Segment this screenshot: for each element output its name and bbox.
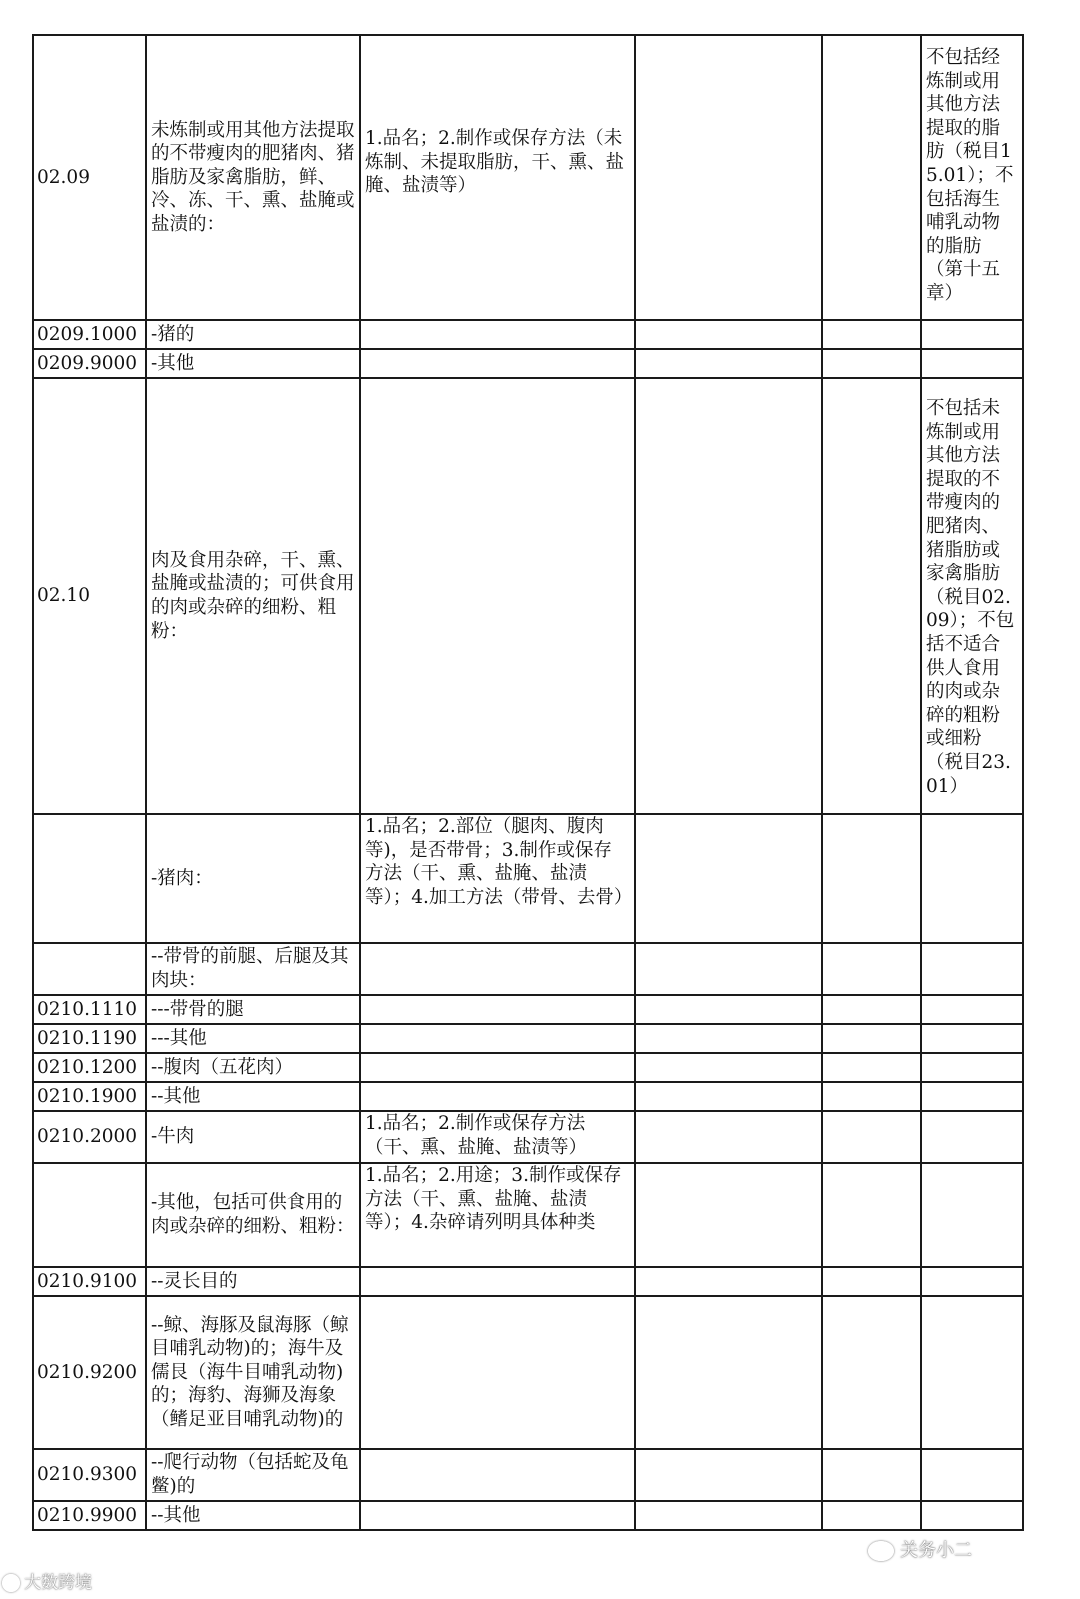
requirements-cell — [360, 320, 635, 349]
name-cell: --鲸、海豚及鼠海豚（鲸目哺乳动物)的；海牛及儒艮（海牛目哺乳动物)的；海豹、海狮及海象（鳍足亚目哺乳动物)的 — [146, 1296, 360, 1449]
blank-cell — [635, 320, 822, 349]
name-cell: --灵长目的 — [146, 1267, 360, 1296]
logo-icon — [2, 1574, 20, 1592]
name-cell: -其他 — [146, 349, 360, 378]
note-cell — [921, 814, 1023, 943]
watermark-left-text: 大数跨境 — [24, 1573, 92, 1593]
note-cell — [921, 1296, 1023, 1449]
note-cell — [921, 1163, 1023, 1267]
blank-cell — [822, 943, 921, 995]
code-cell: 0209.1000 — [33, 320, 146, 349]
code-cell — [33, 1163, 146, 1267]
blank-cell — [822, 1449, 921, 1501]
table-row — [33, 1501, 1023, 1530]
table-row — [33, 995, 1023, 1024]
blank-cell — [635, 35, 822, 320]
blank-cell — [635, 1267, 822, 1296]
requirements-cell — [360, 1082, 635, 1111]
table-row — [33, 349, 1023, 378]
name-cell: ---带骨的腿 — [146, 995, 360, 1024]
requirements-cell — [360, 1296, 635, 1449]
blank-cell — [822, 1024, 921, 1053]
blank-cell — [822, 349, 921, 378]
table-row — [33, 1111, 1023, 1163]
code-cell: 0210.1190 — [33, 1024, 146, 1053]
name-cell: 未炼制或用其他方法提取的不带瘦肉的肥猪肉、猪脂肪及家禽脂肪，鲜、冷、冻、干、熏、盐腌或盐渍的： — [146, 35, 360, 320]
name-cell: -其他，包括可供食用的肉或杂碎的细粉、粗粉： — [146, 1163, 360, 1267]
blank-cell — [822, 1053, 921, 1082]
blank-cell — [635, 995, 822, 1024]
watermark-right-text: 关务小二 — [900, 1540, 972, 1561]
blank-cell — [822, 1111, 921, 1163]
requirements-cell — [360, 349, 635, 378]
table-row — [33, 1024, 1023, 1053]
blank-cell — [822, 378, 921, 814]
note-cell — [921, 1082, 1023, 1111]
blank-cell — [635, 1082, 822, 1111]
note-cell — [921, 349, 1023, 378]
code-cell: 0210.2000 — [33, 1111, 146, 1163]
code-cell: 0210.1900 — [33, 1082, 146, 1111]
note-cell — [921, 320, 1023, 349]
blank-cell — [635, 1024, 822, 1053]
code-cell: 02.09 — [33, 35, 146, 320]
blank-cell — [635, 1501, 822, 1530]
code-cell: 02.10 — [33, 378, 146, 814]
blank-cell — [635, 814, 822, 943]
table-row — [33, 1053, 1023, 1082]
blank-cell — [822, 35, 921, 320]
code-cell — [33, 943, 146, 995]
requirements-cell: 1.品名；2.制作或保存方法（未炼制、未提取脂肪，干、熏、盐腌、盐渍等） — [360, 35, 635, 320]
requirements-cell: 1.品名；2.用途；3.制作或保存方法（干、熏、盐腌、盐渍等）；4.杂碎请列明具体种类 — [360, 1163, 635, 1267]
note-cell — [921, 943, 1023, 995]
requirements-cell — [360, 1267, 635, 1296]
requirements-cell — [360, 1024, 635, 1053]
blank-cell — [822, 1163, 921, 1267]
blank-cell — [822, 1501, 921, 1530]
table-row — [33, 1163, 1023, 1267]
code-cell: 0210.9900 — [33, 1501, 146, 1530]
blank-cell — [822, 1267, 921, 1296]
table-body — [33, 35, 1023, 1530]
code-cell: 0210.9100 — [33, 1267, 146, 1296]
blank-cell — [822, 1296, 921, 1449]
note-cell — [921, 1111, 1023, 1163]
note-cell — [921, 1053, 1023, 1082]
name-cell: -猪的 — [146, 320, 360, 349]
tariff-table — [32, 34, 1024, 1531]
note-cell — [921, 1501, 1023, 1530]
requirements-cell — [360, 378, 635, 814]
requirements-cell — [360, 1053, 635, 1082]
code-cell: 0210.9300 — [33, 1449, 146, 1501]
blank-cell — [635, 1296, 822, 1449]
name-cell: --爬行动物（包括蛇及龟鳖)的 — [146, 1449, 360, 1501]
table-row — [33, 1267, 1023, 1296]
note-cell — [921, 995, 1023, 1024]
code-cell: 0209.9000 — [33, 349, 146, 378]
code-cell: 0210.1200 — [33, 1053, 146, 1082]
watermark-left — [2, 1568, 92, 1593]
table-row — [33, 35, 1023, 320]
table-row — [33, 943, 1023, 995]
code-cell: 0210.9200 — [33, 1296, 146, 1449]
name-cell: -牛肉 — [146, 1111, 360, 1163]
requirements-cell — [360, 1449, 635, 1501]
requirements-cell: 1.品名；2.部位（腿肉、腹肉等)，是否带骨；3.制作或保存方法（干、熏、盐腌、盐渍等）；4.加工方法（带骨、去骨） — [360, 814, 635, 943]
requirements-cell — [360, 995, 635, 1024]
blank-cell — [635, 1163, 822, 1267]
blank-cell — [635, 1053, 822, 1082]
table-row — [33, 378, 1023, 814]
watermark-right — [868, 1536, 972, 1562]
code-cell — [33, 814, 146, 943]
blank-cell — [822, 995, 921, 1024]
blank-cell — [635, 1111, 822, 1163]
blank-cell — [635, 1449, 822, 1501]
table-row — [33, 1296, 1023, 1449]
note-cell — [921, 1024, 1023, 1053]
name-cell: -猪肉： — [146, 814, 360, 943]
table-row — [33, 814, 1023, 943]
blank-cell — [635, 349, 822, 378]
blank-cell — [635, 943, 822, 995]
blank-cell — [822, 320, 921, 349]
blank-cell — [635, 378, 822, 814]
blank-cell — [822, 1082, 921, 1111]
note-cell — [921, 1449, 1023, 1501]
name-cell: --腹肉（五花肉） — [146, 1053, 360, 1082]
name-cell: --其他 — [146, 1082, 360, 1111]
table-row — [33, 1449, 1023, 1501]
requirements-cell: 1.品名；2.制作或保存方法（干、熏、盐腌、盐渍等） — [360, 1111, 635, 1163]
note-cell — [921, 1267, 1023, 1296]
requirements-cell — [360, 943, 635, 995]
name-cell: --其他 — [146, 1501, 360, 1530]
name-cell: ---其他 — [146, 1024, 360, 1053]
table-row — [33, 320, 1023, 349]
requirements-cell — [360, 1501, 635, 1530]
wechat-icon — [868, 1541, 894, 1561]
code-cell: 0210.1110 — [33, 995, 146, 1024]
blank-cell — [822, 814, 921, 943]
name-cell: --带骨的前腿、后腿及其肉块： — [146, 943, 360, 995]
note-cell: 不包括未炼制或用其他方法提取的不带瘦肉的肥猪肉、猪脂肪或家禽脂肪（税目02.09）；不包括不适合供人食用的肉或杂碎的粗粉或细粉（税目23.01） — [921, 378, 1023, 814]
table-row — [33, 1082, 1023, 1111]
name-cell: 肉及食用杂碎，干、熏、盐腌或盐渍的；可供食用的肉或杂碎的细粉、粗粉： — [146, 378, 360, 814]
note-cell: 不包括经炼制或用其他方法提取的脂肪（税目15.01）；不包括海生哺乳动物的脂肪（第十五章） — [921, 35, 1023, 320]
